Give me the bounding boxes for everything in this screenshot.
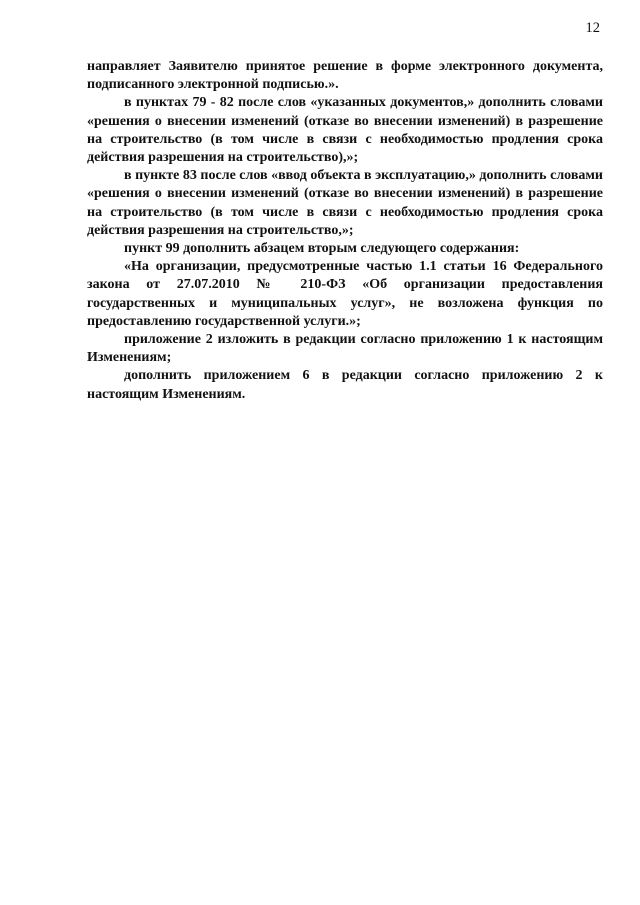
paragraph-quoted-text: «На организации, предусмотренные частью 1.1 статьи 16 Федерального закона от 27.07.2010 № 210-ФЗ «Об организации предоставления государственных и муниципальных услуг», не возложена функция по предоставлению государственной услуги.»; <box>87 259 603 329</box>
paragraph-item-83: в пункте 83 после слов «ввод объекта в эксплуатацию,» дополнить словами «решения о внесении изменений (отказе во внесении изменений) в разрешение на строительство (в том числе в связи с необходимостью продления срока действия разрешения на строительство,»; <box>87 168 603 238</box>
paragraph-appendix-6: дополнить приложением 6 в редакции согласно приложению 2 к настоящим Изменениям. <box>87 368 603 402</box>
document-body <box>87 58 603 404</box>
paragraph-appendix-2: приложение 2 изложить в редакции согласно приложению 1 к настоящим Изменениям; <box>87 332 603 366</box>
paragraph-items-79-82: в пунктах 79 - 82 после слов «указанных документов,» дополнить словами «решения о внесении изменений (отказе во внесении изменений) в разрешение на строительство (в том числе в связи с необходимостью продления срока действия разрешения на строительство),»; <box>87 95 603 166</box>
paragraph-continuation: направляет Заявителю принятое решение в форме электронного документа, подписанного электронной подписью.». <box>87 59 603 93</box>
paragraph-item-99: пункт 99 дополнить абзацем вторым следующего содержания: <box>124 241 520 257</box>
page-number: 12 <box>585 20 600 36</box>
